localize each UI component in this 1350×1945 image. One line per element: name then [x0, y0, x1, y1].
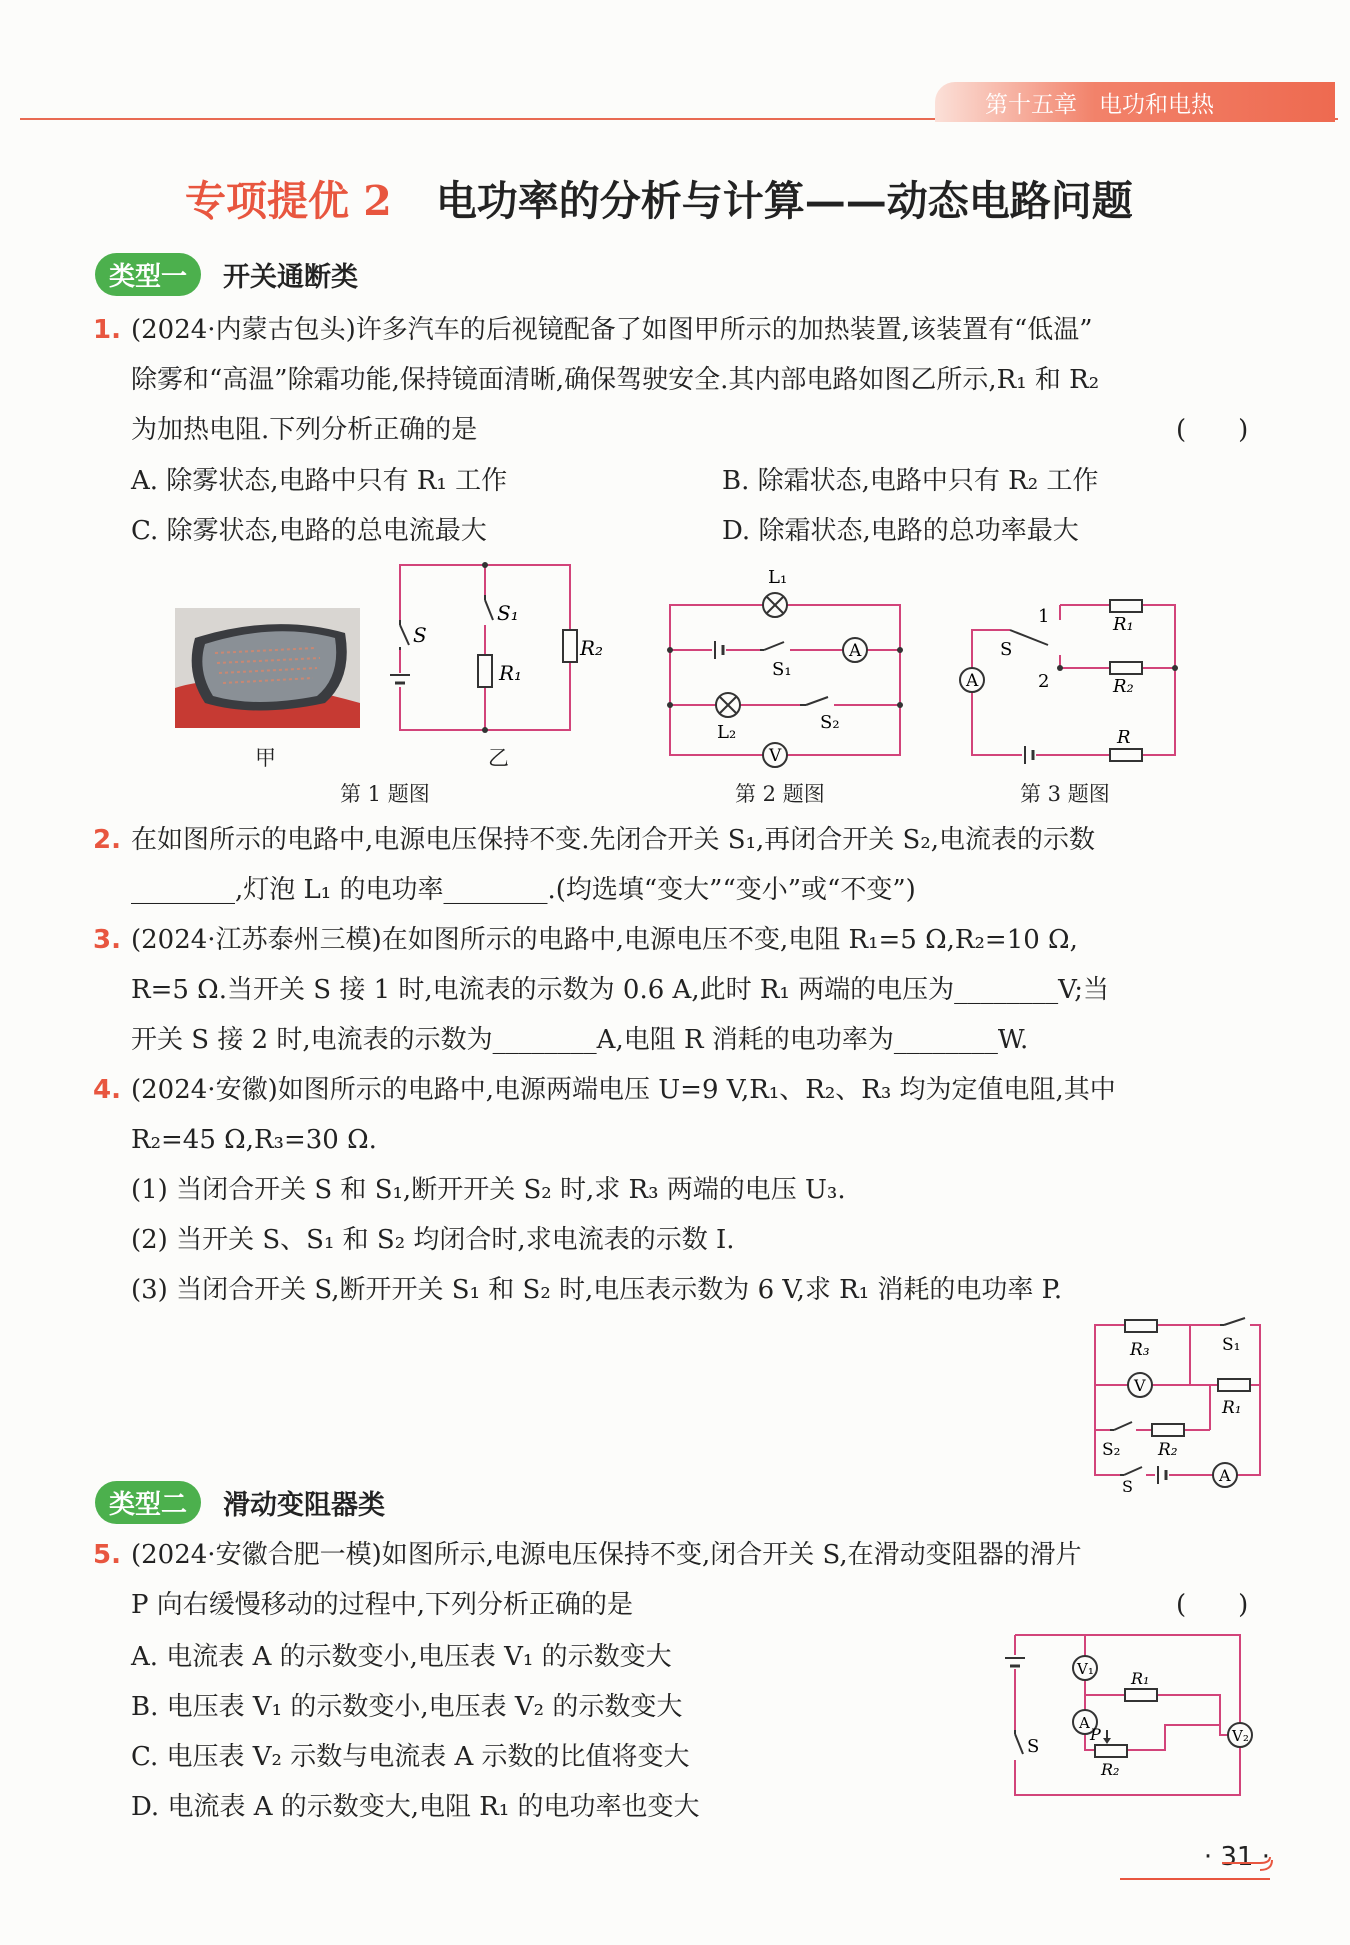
q4-part-2: (2) 当开关 S、S₁ 和 S₂ 均闭合时,求电流表的示数 I.: [131, 1225, 735, 1255]
fig4-label-r1: R₁: [1222, 1398, 1242, 1418]
fig5-label-s: S: [1027, 1736, 1040, 1757]
q4-text-1: (2024·安徽)如图所示的电路中,电源两端电压 U=9 V,R₁、R₂、R₃ 均为定值电阻,其中: [131, 1075, 1116, 1105]
fig1-label-s1: S₁: [497, 601, 519, 625]
figure-3-circuit: [960, 600, 1185, 765]
q5-option-c: C. 电压表 V₂ 示数与电流表 A 示数的比值将变大: [131, 1742, 690, 1772]
q3-line-3: 开关 S 接 2 时,电流表的示数为________A,电阻 R 消耗的电功率为________W.: [131, 1025, 1029, 1055]
fig1-label-s: S: [413, 623, 427, 647]
q5-option-b: B. 电压表 V₁ 的示数变小,电压表 V₂ 的示数变大: [131, 1692, 683, 1722]
q1-option-b: B. 除霜状态,电路中只有 R₂ 工作: [722, 466, 1099, 496]
page-number-underline: [1120, 1878, 1270, 1880]
section-title: 开关通断类: [223, 261, 359, 293]
fig1-label-r1: R₁: [499, 661, 523, 685]
q1-line-2: 除雾和“高温”除霜功能,保持镜面清晰,确保驾驶安全.其内部电路如图乙所示,R₁ 和 R₂: [131, 365, 1100, 395]
q3-line-1: [93, 915, 1078, 965]
q5-text-2: P 向右缓慢移动的过程中,下列分析正确的是: [131, 1590, 634, 1620]
fig2-label-s1: S₁: [772, 659, 792, 680]
q3-line-2: R=5 Ω.当开关 S 接 1 时,电流表的示数为 0.6 A,此时 R₁ 两端的电压为________V;当: [131, 975, 1110, 1005]
fig4-label-s1: S₁: [1222, 1335, 1241, 1355]
q1-line-3: [131, 405, 1261, 455]
fig4-label-a: A: [1219, 1466, 1231, 1485]
q3-text-1: (2024·江苏泰州三模)在如图所示的电路中,电源电压不变,电阻 R₁=5 Ω,R₂=10 Ω,: [131, 925, 1078, 955]
fig3-label-1: 1: [1038, 606, 1050, 627]
fig3-label-r2: R₂: [1113, 676, 1134, 697]
fig2-label-s2: S₂: [820, 712, 840, 733]
q1-option-d: D. 除霜状态,电路的总功率最大: [722, 516, 1079, 546]
section-badge: 类型二: [95, 1481, 201, 1524]
q1-text-3: 为加热电阻.下列分析正确的是: [131, 415, 478, 445]
q5-line-2: [131, 1580, 1261, 1630]
fig3-label-2: 2: [1038, 671, 1050, 692]
q1-line-1: [93, 305, 1093, 355]
fig2-label-l2: L₂: [717, 722, 737, 743]
fig2-label-l1: L₁: [768, 567, 788, 588]
page-number-arrow-icon: [1220, 1852, 1280, 1874]
fig2-label-v: V: [769, 746, 782, 766]
q4-part-1: (1) 当闭合开关 S 和 S₁,断开开关 S₂ 时,求 R₃ 两端的电压 U₃.: [131, 1175, 846, 1205]
q1-option-c: C. 除雾状态,电路的总电流最大: [131, 516, 487, 546]
q3-number: 3.: [93, 925, 121, 955]
fig4-label-r2: R₂: [1158, 1440, 1178, 1460]
title-main: 电功率的分析与计算——动态电路问题: [435, 177, 1133, 225]
fig5-label-r2: R₂: [1101, 1760, 1120, 1779]
figure-1-mirror-photo: [175, 608, 360, 728]
page-title: [185, 168, 1133, 227]
fig5-label-a: A: [1079, 1714, 1090, 1732]
q5-number: 5.: [93, 1540, 121, 1570]
figure-2-caption: 第 2 题图: [735, 782, 825, 806]
q5-line-1: [93, 1530, 1082, 1580]
figure-5-circuit: [985, 1630, 1255, 1800]
fig1-label-r2: R₂: [580, 636, 604, 660]
q1-option-a: A. 除雾状态,电路中只有 R₁ 工作: [131, 466, 508, 496]
q2-line-2: ________,灯泡 L₁ 的电功率________.(均选填“变大”“变小”或“不变”): [131, 875, 916, 905]
q5-option-d: D. 电流表 A 的示数变大,电阻 R₁ 的电功率也变大: [131, 1792, 700, 1822]
title-tag: 专项提优 2: [185, 177, 392, 225]
fig3-label-r: R: [1117, 727, 1131, 748]
figure-1-circuit: [385, 555, 604, 740]
fig3-label-s: S: [1000, 639, 1013, 660]
section-type-2: [95, 1480, 385, 1524]
fig4-label-v: V: [1134, 1376, 1146, 1395]
fig5-label-v2: V₂: [1232, 1727, 1249, 1745]
q4-number: 4.: [93, 1075, 121, 1105]
q2-line-1: [93, 815, 1096, 865]
figure-4-circuit: [1090, 1320, 1270, 1496]
section-badge: 类型一: [95, 253, 201, 296]
q5-text-1: (2024·安徽合肥一模)如图所示,电源电压保持不变,闭合开关 S,在滑动变阻器的滑片: [131, 1540, 1082, 1570]
fig3-label-r1: R₁: [1113, 614, 1134, 635]
page-number: · 31 ·: [1203, 1842, 1270, 1872]
q1-text-1: (2024·内蒙古包头)许多汽车的后视镜配备了如图甲所示的加热装置,该装置有“低温”: [131, 315, 1093, 345]
q1-number: 1.: [93, 315, 121, 345]
fig4-label-r3: R₃: [1130, 1340, 1150, 1360]
figure-2-circuit: [660, 565, 910, 765]
figure-1-label-yi: 乙: [488, 746, 509, 770]
chapter-number: 第十五章: [985, 91, 1077, 118]
fig4-label-s: S: [1122, 1477, 1133, 1496]
fig3-label-a: A: [966, 671, 979, 691]
fig2-label-a: A: [849, 641, 862, 661]
q5-answer-paren: ( ): [1176, 1590, 1249, 1620]
fig5-label-p: P: [1090, 1725, 1101, 1744]
chapter-tab: [935, 82, 1335, 122]
figure-1-caption: 第 1 题图: [340, 782, 430, 806]
q5-option-a: A. 电流表 A 的示数变小,电压表 V₁ 的示数变大: [131, 1642, 672, 1672]
figure-1-label-jia: 甲: [255, 746, 276, 770]
fig5-label-r1: R₁: [1131, 1669, 1150, 1688]
section-type-1: [95, 252, 358, 296]
q1-answer-paren: ( ): [1176, 415, 1249, 445]
q2-text-1: 在如图所示的电路中,电源电压保持不变.先闭合开关 S₁,再闭合开关 S₂,电流表的示数: [131, 825, 1096, 855]
q2-number: 2.: [93, 825, 121, 855]
chapter-title: 电功和电热: [1099, 91, 1214, 118]
section-title: 滑动变阻器类: [223, 1489, 386, 1521]
fig5-label-v1: V₁: [1077, 1660, 1094, 1678]
q4-part-3: (3) 当闭合开关 S,断开开关 S₁ 和 S₂ 时,电压表示数为 6 V,求 R₁ 消耗的电功率 P.: [131, 1275, 1063, 1305]
fig4-label-s2: S₂: [1102, 1440, 1121, 1460]
q4-line-1: [93, 1065, 1116, 1115]
q4-line-2: R₂=45 Ω,R₃=30 Ω.: [131, 1125, 377, 1155]
figure-3-caption: 第 3 题图: [1020, 782, 1110, 806]
